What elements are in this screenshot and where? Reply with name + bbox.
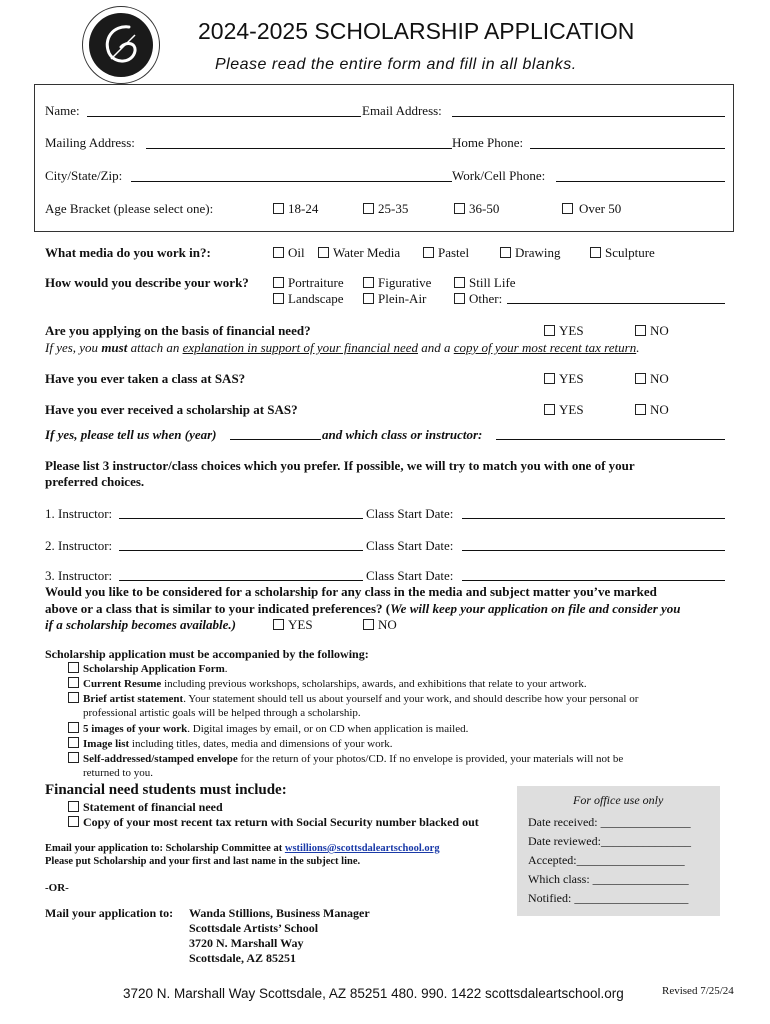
checkbox-icon[interactable] xyxy=(363,277,374,288)
checkbox-icon[interactable] xyxy=(635,373,646,384)
email-instructions: Email your application to: Scholarship Committee at wstillions@scottsdaleartschool.org xyxy=(45,843,440,854)
describe-option-plein-air[interactable]: Plein-Air xyxy=(363,291,426,307)
brush-swirl-icon xyxy=(89,13,153,77)
media-question: What media do you work in?: xyxy=(45,245,211,260)
office-date-received: Date received: _______________ xyxy=(528,815,691,829)
checkbox-icon[interactable] xyxy=(68,692,79,703)
instructor-2-field[interactable] xyxy=(119,550,363,551)
accompany-item-envelope: Self-addressed/stamped envelope for the return of your photos/CD. If no envelope is provided, your materials will not be xyxy=(68,752,623,765)
instructor-3-field[interactable] xyxy=(119,580,363,581)
email-label: Email Address: xyxy=(362,103,442,118)
scholarship-received-question: Have you ever received a scholarship at SAS? xyxy=(45,402,298,417)
checkbox-icon[interactable] xyxy=(635,325,646,336)
checkbox-icon[interactable] xyxy=(68,801,79,812)
media-option-pastel[interactable]: Pastel xyxy=(423,245,469,261)
scholarship-year-field[interactable] xyxy=(230,439,321,440)
instructor-3-label: 3. Instructor: xyxy=(45,568,113,583)
consider-line3: if a scholarship becomes available.) xyxy=(45,617,237,632)
financial-yes[interactable]: YES xyxy=(544,323,584,339)
accompany-item-statement: Brief artist statement. Your statement should tell us about yourself and your work, and should describe how your personal or xyxy=(68,692,638,705)
office-accepted: Accepted:__________________ xyxy=(528,853,685,867)
accompany-item-resume: Current Resume including previous workshops, scholarships, awards, and exhibitions that relate to your artwork. xyxy=(68,677,587,690)
media-option-water-media[interactable]: Water Media xyxy=(318,245,400,261)
checkbox-icon[interactable] xyxy=(68,737,79,748)
checkbox-icon[interactable] xyxy=(68,752,79,763)
describe-option-portraiture[interactable]: Portraiture xyxy=(273,275,344,291)
describe-question: How would you describe your work? xyxy=(45,275,249,290)
checkbox-icon[interactable] xyxy=(562,203,573,214)
mailing-address-field[interactable] xyxy=(146,148,452,149)
consider-line2: above or a class that is similar to your indicated preferences? (We will keep your application on file and consider you xyxy=(45,601,681,616)
checkbox-icon[interactable] xyxy=(273,203,284,214)
choices-intro-line1: Please list 3 instructor/class choices which you prefer. If possible, we will try to match you with one of your xyxy=(45,458,635,473)
consider-yes[interactable]: YES xyxy=(273,617,313,633)
scholarship-received-yes[interactable]: YES xyxy=(544,402,584,418)
class-taken-no[interactable]: NO xyxy=(635,371,669,387)
checkbox-icon[interactable] xyxy=(454,277,465,288)
office-date-reviewed: Date reviewed:_______________ xyxy=(528,834,691,848)
instructor-1-field[interactable] xyxy=(119,518,363,519)
mail-line-4: Scottsdale, AZ 85251 xyxy=(189,951,297,965)
checkbox-icon[interactable] xyxy=(635,404,646,415)
or-separator: -OR- xyxy=(45,882,69,894)
age-option-18-24[interactable]: 18-24 xyxy=(273,201,318,217)
financial-need-question: Are you applying on the basis of financial need? xyxy=(45,323,311,338)
checkbox-icon[interactable] xyxy=(68,677,79,688)
checkbox-icon[interactable] xyxy=(273,277,284,288)
scholarship-received-no[interactable]: NO xyxy=(635,402,669,418)
start-date-2-label: Class Start Date: xyxy=(366,538,454,553)
email-link[interactable]: wstillions@scottsdaleartschool.org xyxy=(284,843,440,854)
choices-intro-line2: preferred choices. xyxy=(45,474,145,489)
consider-no[interactable]: NO xyxy=(363,617,397,633)
checkbox-icon[interactable] xyxy=(423,247,434,258)
office-which-class: Which class: ________________ xyxy=(528,872,689,886)
home-phone-field[interactable] xyxy=(530,148,725,149)
describe-option-still-life[interactable]: Still Life xyxy=(454,275,516,291)
mail-line-1: Wanda Stillions, Business Manager xyxy=(189,906,370,920)
media-option-sculpture[interactable]: Sculpture xyxy=(590,245,655,261)
other-field[interactable] xyxy=(507,303,725,304)
logo-emblem xyxy=(89,13,153,77)
mailing-address-label: Mailing Address: xyxy=(45,135,135,150)
checkbox-icon[interactable] xyxy=(544,373,555,384)
instructor-1-label: 1. Instructor: xyxy=(45,506,113,521)
checkbox-icon[interactable] xyxy=(68,662,79,673)
checkbox-icon[interactable] xyxy=(363,619,374,630)
media-option-drawing[interactable]: Drawing xyxy=(500,245,561,261)
accompany-item-form: Scholarship Application Form. xyxy=(68,662,228,675)
consider-line1: Would you like to be considered for a scholarship for any class in the media and subject matter you’ve marked xyxy=(45,584,657,599)
accompany-item-images: 5 images of your work. Digital images by email, or on CD when application is mailed. xyxy=(68,722,468,735)
checkbox-icon[interactable] xyxy=(273,293,284,304)
checkbox-icon[interactable] xyxy=(68,722,79,733)
city-state-zip-label: City/State/Zip: xyxy=(45,168,123,183)
checkbox-icon[interactable] xyxy=(273,247,284,258)
financial-note: If yes, you must attach an explanation in support of your financial need and a copy of your most recent tax return. xyxy=(45,340,640,355)
checkbox-icon[interactable] xyxy=(68,816,79,827)
start-date-1-label: Class Start Date: xyxy=(366,506,454,521)
revision-date: Revised 7/25/24 xyxy=(662,985,734,997)
checkbox-icon[interactable] xyxy=(590,247,601,258)
form-title: 2024-2025 SCHOLARSHIP APPLICATION xyxy=(198,18,635,44)
checkbox-icon[interactable] xyxy=(363,203,374,214)
describe-option-other[interactable]: Other: xyxy=(454,291,502,307)
financial-students-heading: Financial need students must include: xyxy=(45,782,287,798)
form-subtitle: Please read the entire form and fill in all blanks. xyxy=(215,56,577,73)
accompany-heading: Scholarship application must be accompanied by the following: xyxy=(45,647,369,661)
school-logo xyxy=(82,6,160,84)
checkbox-icon[interactable] xyxy=(544,325,555,336)
office-use-title: For office use only xyxy=(573,793,664,807)
checkbox-icon[interactable] xyxy=(273,619,284,630)
name-field[interactable] xyxy=(87,116,361,117)
financial-item-tax-return: Copy of your most recent tax return with Social Security number blacked out xyxy=(68,815,479,830)
checkbox-icon[interactable] xyxy=(544,404,555,415)
checkbox-icon[interactable] xyxy=(318,247,329,258)
when-label: If yes, please tell us when (year) xyxy=(45,427,217,442)
checkbox-icon[interactable] xyxy=(363,293,374,304)
age-option-over-50[interactable]: Over 50 xyxy=(562,201,621,217)
start-date-1-field[interactable] xyxy=(462,518,725,519)
name-label: Name: xyxy=(45,103,80,118)
office-notified: Notified: ___________________ xyxy=(528,891,689,905)
which-class-label: and which class or instructor: xyxy=(322,427,483,442)
mail-line-3: 3720 N. Marshall Way xyxy=(189,936,304,950)
describe-option-landscape[interactable]: Landscape xyxy=(273,291,344,307)
age-option-25-35[interactable]: 25-35 xyxy=(363,201,408,217)
checkbox-icon[interactable] xyxy=(454,203,465,214)
mail-label: Mail your application to: xyxy=(45,906,174,920)
accompany-item-envelope-cont: returned to you. xyxy=(83,767,153,779)
mail-line-2: Scottsdale Artists’ School xyxy=(189,921,319,935)
email-subject-note: Please put Scholarship and your first and last name in the subject line. xyxy=(45,856,361,867)
home-phone-label: Home Phone: xyxy=(452,135,524,150)
age-bracket-label: Age Bracket (please select one): xyxy=(45,201,214,216)
email-field[interactable] xyxy=(452,116,725,117)
financial-item-statement: Statement of financial need xyxy=(68,800,223,815)
start-date-3-label: Class Start Date: xyxy=(366,568,454,583)
class-taken-yes[interactable]: YES xyxy=(544,371,584,387)
instructor-2-label: 2. Instructor: xyxy=(45,538,113,553)
describe-option-figurative[interactable]: Figurative xyxy=(363,275,431,291)
accompany-item-image-list: Image list including titles, dates, media and dimensions of your work. xyxy=(68,737,393,750)
city-state-zip-field[interactable] xyxy=(131,181,452,182)
accompany-item-statement-cont: professional artistic goals will be helped through a scholarship. xyxy=(83,707,361,719)
work-phone-label: Work/Cell Phone: xyxy=(452,168,546,183)
class-taken-question: Have you ever taken a class at SAS? xyxy=(45,371,246,386)
checkbox-icon[interactable] xyxy=(500,247,511,258)
footer-address: 3720 N. Marshall Way Scottsdale, AZ 85251 480. 990. 1422 scottsdaleartschool.org xyxy=(123,986,624,1001)
media-option-oil[interactable]: Oil xyxy=(273,245,305,261)
age-option-36-50[interactable]: 36-50 xyxy=(454,201,499,217)
checkbox-icon[interactable] xyxy=(454,293,465,304)
work-phone-field[interactable] xyxy=(556,181,725,182)
which-class-field[interactable] xyxy=(496,439,725,440)
start-date-3-field[interactable] xyxy=(462,580,725,581)
start-date-2-field[interactable] xyxy=(462,550,725,551)
financial-no[interactable]: NO xyxy=(635,323,669,339)
